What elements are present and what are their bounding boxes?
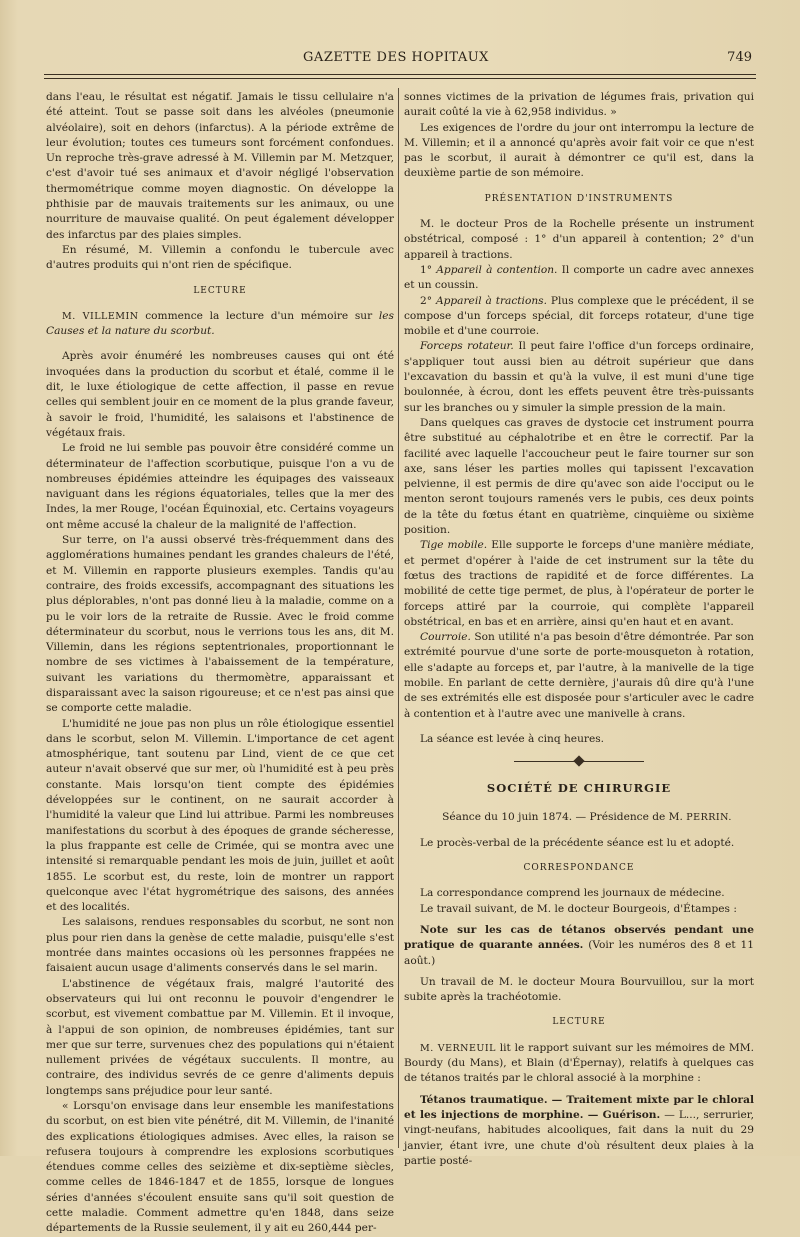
lecture-intro <box>46 309 394 340</box>
item-title: Tige mobile. <box>420 539 488 552</box>
lecture-title: les Causes et la nature du scorbut. <box>46 309 394 338</box>
paragraph: Le froid ne lui semble pas pouvoir être considéré comme un déterminateur de l'affection scorbutique, puisque l'on a vu de nombreuses épidémies atteindre les équipages des vaisseaux naviguant dans les régions équatoriales, telles que la mer des Indes, la mer Rouge, l'océan Équinoxial, etc. Certains voyageurs ont même accusé la chaleur de la malignité de l'affection. <box>46 442 394 531</box>
paragraph: Un travail de M. le docteur Moura Bourvuillou, sur la mort subite après la trachéotomie. <box>404 975 754 1004</box>
bold-title: Note sur les cas de tétanos observés pendant une pratique de quarante années. <box>404 923 754 952</box>
paragraph: Tétanos traumatique. — Traitement mixte par le chloral et les injections de morphine. — Guérison. — L..., serrurier, vingt-neufans, habitudes alcooliques, fait dans la nuit du 29 janvier, étant ivre, une chute d'où résultent deux plaies à la partie posté- <box>404 1093 754 1167</box>
paragraph: dans l'eau, le résultat est négatif. Jamais le tissu cellulaire n'a été atteint. Tout se passe soit dans les alvéoles (pneumonie alvéolaire), soit en dehors (infarctus). A la période extrême de leur évolution; toutes ces tumeurs sont forcément confondues. Un reproche très-grave adressé à M. Villemin par M. Metzquer, c'est d'avoir tué ses animaux et d'avoir négligé l'observation thermométrique comme moyen diagnostic. On développe la phthisie par de mauvais traitements sur les animaux, ou une nourriture de mauvaise qualité. On peut également développer des infarctus par des plaies simples. <box>46 91 394 241</box>
column-divider <box>398 88 399 1148</box>
item-title: Appareil à contention. <box>436 263 558 276</box>
item-title: Forceps rotateur. <box>420 340 514 353</box>
paragraph: L'abstinence de végétaux frais, malgré l'autorité des observateurs qui lui ont reconnu le pouvoir d'engendrer le scorbut, est vivement combattue par M. Villemin. Et il invoque, à l'appui de son opinion, de nombreuses épidémies, tant sur mer que sur terre, survenues chez des populations qui n'étaient nullement privées de végétaux succulents. Il montre, au contraire, des individus sevrés de ce genre d'aliments depuis longtemps sans préjudice pour leur santé. <box>46 977 394 1097</box>
page-header <box>36 50 756 72</box>
paragraph: M. le docteur Pros de la Rochelle présente un instrument obstétrical, composé : 1° d'un appareil à contention; 2° d'un appareil à tractions. <box>404 218 754 261</box>
journal-title: GAZETTE DES HOPITAUX <box>303 50 489 65</box>
item-title: Appareil à tractions. <box>435 294 547 307</box>
section-heading: LECTURE <box>552 1017 606 1028</box>
paragraph: Courroie. Son utilité n'a pas besoin d'être démontrée. Par son extrémité pourvue d'une sorte de porte-mousqueton à rotation, elle s'adapte au forceps et, par l'autre, à la manivelle de la tige mobile. En parlant de cette dernière, j'aurais dû dire qu'à l'une de ses extrémités elle est disposée pour s'articuler avec le cadre à contention et à l'autre avec une manivelle à crans. <box>404 631 754 720</box>
left-column <box>46 90 394 1235</box>
paragraph: Tige mobile. Elle supporte le forceps d'une manière médiate, et permet d'opérer à l'aide de cet instrument sur la tête du fœtus des tractions de rapidité et de force différentes. La mobilité de cette tige permet, de plus, à l'opérateur de porter le forceps attiré par la courroie, qui complète l'appareil obstétrical, en bas et en arrière, ainsi qu'en haut et en avant. <box>404 539 754 628</box>
paragraph: Le procès-verbal de la précédente séance est lu et adopté. <box>420 836 735 849</box>
item-title: Courroie. <box>420 631 471 644</box>
paragraph: Le travail suivant, de M. le docteur Bourgeois, d'Étampes : <box>420 902 737 915</box>
right-column <box>404 90 755 1167</box>
paragraph: Les exigences de l'ordre du jour ont interrompu la lecture de M. Villemin; et il a annoncé qu'après avoir fait voir ce que n'est pas le scorbut, il aurait à démontrer ce qu'il est, dans la deuxième partie de son mémoire. <box>404 121 754 180</box>
paragraph: Après avoir énuméré les nombreuses causes qui ont été invoquées dans la production du scorbut et étalé, comme il le dit, le luxe étiologique de cette affection, il passe en revue celles qui semblent jouir en ce moment de la plus grande faveur, à savoir le froid, l'humidité, les salaisons et l'abstinence de végétaux frais. <box>46 350 394 439</box>
paragraph: M. VERNEUIL lit le rapport suivant sur les mémoires de MM. Bourdy (du Mans), et Blain (d'Épernay), relatifs à quelques cas de tétanos traités par le chloral associé à la morphine : <box>404 1041 754 1085</box>
paragraph: 1° Appareil à contention. Il comporte un cadre avec annexes et un coussin. <box>404 263 754 292</box>
header-rule-thin <box>44 78 756 79</box>
paragraph: 2° Appareil à tractions. Plus complexe que le précédent, il se compose d'un forceps spécial, dit forceps rotateur, d'une tige mobile et d'une courroie. <box>404 294 755 338</box>
speaker-name: M. VILLEMIN <box>62 310 139 322</box>
paragraph: sonnes victimes de la privation de légumes frais, privation qui aurait coûté la vie à 62,958 individus. » <box>404 91 754 119</box>
page-number: 749 <box>727 50 752 65</box>
bold-title: Tétanos traumatique. — Traitement mixte par le chloral et les injections de morphine. — Guérison. <box>404 1093 754 1121</box>
section-heading: CORRESPONDANCE <box>523 863 635 874</box>
speaker-name: M. VERNEUIL <box>420 1042 496 1054</box>
president-name: PERRIN. <box>686 812 732 824</box>
lecture-intro-text: commence la lecture d'un mémoire sur <box>145 309 373 322</box>
paragraph: « Lorsqu'on envisage dans leur ensemble les manifestations du scorbut, on est bien vite pénétré, dit M. Villemin, de l'inanité des explications étiologiques admises. Avec elles, la raison se refusera toujours à comprendre les explosions scorbutiques étendues comme celles des seizième et dix-septième siècles, comme celles de 1846-1847 et de 1855, lorsque de longues séries d'années s'écoulent ensuite sans qu'il soit question de cette maladie. Comment admettre qu'en 1848, dans seize départements de la Russie seulement, il y ait eu 260,444 per- <box>46 1100 394 1235</box>
paragraph: Sur terre, on l'a aussi observé très-fréquemment dans des agglomérations humaines pendant les grandes chaleurs de l'été, et M. Villemin en rapporte plusieurs exemples. Tandis qu'au contraire, des froids excessifs, accompagnant des situations les plus déplorables, n'ont pas donné lieu à la maladie, comme on a pu le voir lors de la retraite de Russie. Avec le froid comme déterminateur du scorbut, nous le verrions tous les ans, dit M. Villemin, dans les régions septentrionales, proportionnant le nombre de ses victimes à l'abaissement de la température, suivant les variations du thermomètre, apparaissant et disparaissant avec la saison rigoureuse; et ce n'est pas ainsi que se comporte cette maladie. <box>46 534 394 715</box>
header-rule <box>44 74 756 75</box>
paragraph: Dans quelques cas graves de dystocie cet instrument pourra être substitué au céphalotribe et en être le correctif. Par la facilité avec laquelle l'accoucheur peut le faire tourner sur son axe, sans léser les parties molles qui tapissent l'excavation pelvienne, il est permis de dire qu'avec son aide l'occiput ou le menton seront toujours ramenés vers le pubis, ces deux points de la tête du fœtus étant en quatrième, cinquième ou sixième position. <box>404 416 754 537</box>
paragraph: Forceps rotateur. Il peut faire l'office d'un forceps ordinaire, s'appliquer tout aussi bien au détroit supérieur que dans l'excavation du bassin et qu'à la vulve, il est muni d'une tige boulonnée, à écrou, dont les effets peuvent être très-puissants sur les branches ou y simuler la simple pression de la main. <box>404 340 754 414</box>
section-heading: PRÉSENTATION D'INSTRUMENTS <box>484 193 674 204</box>
paragraph: La correspondance comprend les journaux de médecine. <box>420 887 725 900</box>
session-line: Séance du 10 juin 1874. — Présidence de M. PERRIN. <box>442 811 732 824</box>
section-separator <box>404 757 754 765</box>
society-heading: SOCIÉTÉ DE CHIRURGIE <box>486 781 672 796</box>
paragraph: La séance est levée à cinq heures. <box>420 732 605 745</box>
paragraph: L'humidité ne joue pas non plus un rôle étiologique essentiel dans le scorbut, selon M. Villemin. L'importance de cet agent atmosphérique, tant soutenu par Lind, vient de ce que cet auteur n'avait observé que sur mer, où l'humidité est à peu près constante. Mais lorsqu'on tient compte des épidémies développées sur le continent, on ne saurait accorder à l'humidité la valeur que Lind lui attribue. Parmi les nombreuses manifestations du scorbut à des époques de grande sécheresse, la plus frappante est celle de Crimée, qui se montra avec une intensité si remarquable pendant les mois de juin, juillet et août 1855. Le scorbut est, du reste, loin de montrer un rapport quelconque avec l'état hygrométrique des saisons, des années et des localités. <box>46 717 394 914</box>
section-heading: LECTURE <box>193 285 247 296</box>
paragraph: Note sur les cas de tétanos observés pendant une pratique de quarante années. (Voir les numéros des 8 et 11 août.) <box>404 923 754 967</box>
paragraph: En résumé, M. Villemin a confondu le tubercule avec d'autres produits qui n'ont rien de spécifique. <box>46 243 394 272</box>
paragraph: Les salaisons, rendues responsables du scorbut, ne sont non plus pour rien dans la genèse de cette maladie, puisqu'elle s'est montrée dans maintes occasions où les personnes frappées ne faisaient aucun usage d'aliments conservés dans le sel marin. <box>46 916 394 975</box>
